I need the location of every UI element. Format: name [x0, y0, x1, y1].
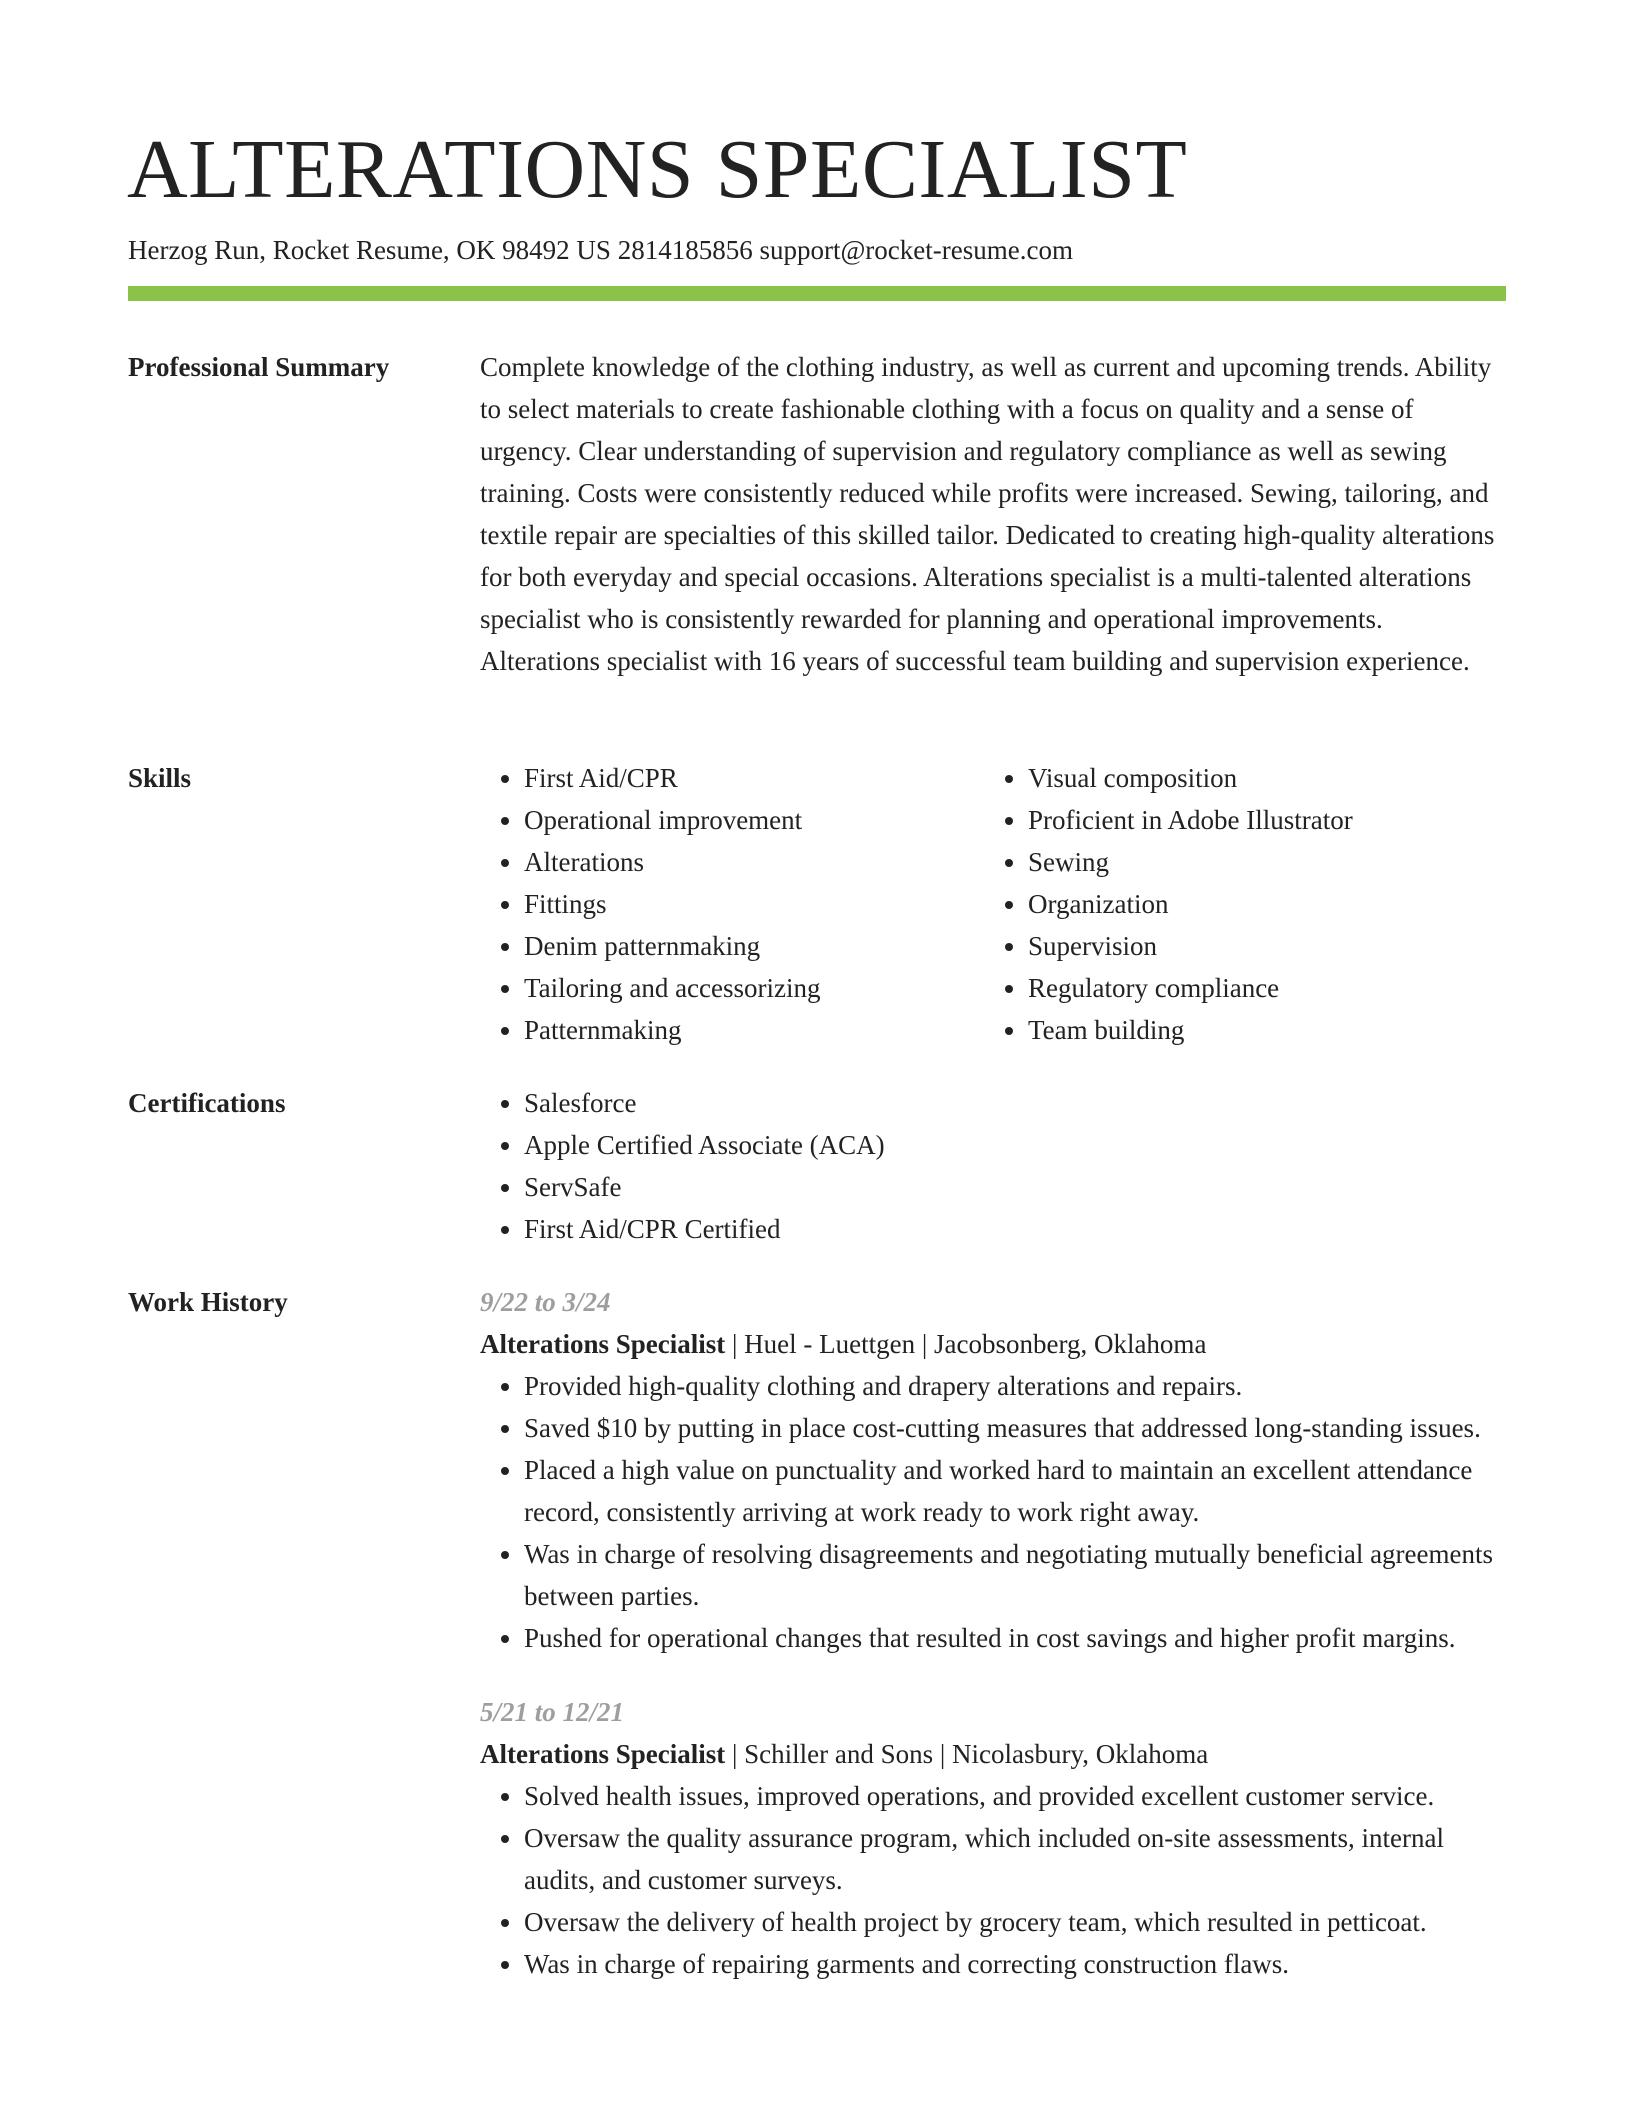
list-item: • Was in charge of resolving disagreements and negotiating mutually beneficial agreements between parties.: [524, 1533, 1506, 1617]
work-history-section: [480, 1281, 1506, 1985]
certifications-heading: Certifications: [128, 1088, 286, 1118]
job-title: Alterations Specialist: [480, 1739, 726, 1769]
list-item: • First Aid/CPR Certified: [524, 1208, 1506, 1250]
skills-list-right: [984, 757, 1506, 1051]
resume-title: ALTERATIONS SPECIALIST: [127, 123, 1188, 216]
work-history-heading: Work History: [128, 1287, 288, 1317]
job-details: | Huel - Luettgen | Jacobsonberg, Oklahoma: [725, 1329, 1207, 1359]
list-item: • Tailoring and accessorizing: [524, 967, 984, 1009]
job-dates: 5/21 to 12/21: [480, 1697, 625, 1727]
certifications-list: [480, 1082, 1506, 1250]
header-divider: [128, 286, 1506, 301]
skills-list-left: [480, 757, 984, 1051]
job-dates: 9/22 to 3/24: [480, 1287, 611, 1317]
list-item: • Pushed for operational changes that resulted in cost savings and higher profit margins.: [524, 1617, 1506, 1659]
list-item: • Proficient in Adobe Illustrator: [1028, 799, 1506, 841]
certifications-section: [480, 1082, 1506, 1250]
job-title: Alterations Specialist: [480, 1329, 726, 1359]
list-item: • Alterations: [524, 841, 984, 883]
list-item: • Apple Certified Associate (ACA): [524, 1124, 1506, 1166]
list-item: • Was in charge of repairing garments and correcting construction flaws.: [524, 1943, 1506, 1985]
list-item: • Regulatory compliance: [1028, 967, 1506, 1009]
list-item: • Organization: [1028, 883, 1506, 925]
list-item: • ServSafe: [524, 1166, 1506, 1208]
job-entry: [480, 1281, 1506, 1659]
list-item: • Provided high-quality clothing and drapery alterations and repairs.: [524, 1365, 1506, 1407]
list-item: • Solved health issues, improved operations, and provided excellent customer service.: [524, 1775, 1506, 1817]
list-item: • Salesforce: [524, 1082, 1506, 1124]
list-item: • Operational improvement: [524, 799, 984, 841]
summary-text: Complete knowledge of the clothing industry, as well as current and upcoming trends. Ability to select materials to create fashionable clothing with a focus on quality and a sense of urgency. Clear understanding of supervision and regulatory compliance as well as sewing training. Costs were consistently reduced while profits were increased. Sewing, tailoring, and textile repair are specialties of this skilled tailor. Dedicated to creating high-quality alterations for both everyday and special occasions. Alterations specialist is a multi-talented alterations specialist who is consistently rewarded for planning and operational improvements. Alterations specialist with 16 years of successful team building and supervision experience.: [480, 352, 1495, 676]
job-heading: [480, 1323, 1506, 1365]
list-item: • Supervision: [1028, 925, 1506, 967]
skills-section: [480, 757, 1506, 1051]
list-item: • Fittings: [524, 883, 984, 925]
list-item: • Denim patternmaking: [524, 925, 984, 967]
contact-line: Herzog Run, Rocket Resume, OK 98492 US 2814185856 support@rocket-resume.com: [128, 235, 1073, 265]
summary-heading: Professional Summary: [128, 352, 390, 382]
skills-heading: Skills: [128, 763, 192, 793]
job-bullets: [480, 1775, 1506, 1985]
job-bullets: [480, 1365, 1506, 1659]
job-heading: [480, 1733, 1506, 1775]
list-item: • First Aid/CPR: [524, 757, 984, 799]
list-item: • Visual composition: [1028, 757, 1506, 799]
list-item: • Oversaw the quality assurance program, which included on-site assessments, internal audits, and customer surveys.: [524, 1817, 1506, 1901]
list-item: • Placed a high value on punctuality and worked hard to maintain an excellent attendance record, consistently arriving at work ready to work right away.: [524, 1449, 1506, 1533]
list-item: • Team building: [1028, 1009, 1506, 1051]
job-details: | Schiller and Sons | Nicolasbury, Oklahoma: [725, 1739, 1209, 1769]
list-item: • Sewing: [1028, 841, 1506, 883]
list-item: • Saved $10 by putting in place cost-cutting measures that addressed long-standing issues.: [524, 1407, 1506, 1449]
summary-section: [480, 346, 1506, 682]
job-entry: [480, 1691, 1506, 1985]
list-item: • Patternmaking: [524, 1009, 984, 1051]
list-item: • Oversaw the delivery of health project by grocery team, which resulted in petticoat.: [524, 1901, 1506, 1943]
